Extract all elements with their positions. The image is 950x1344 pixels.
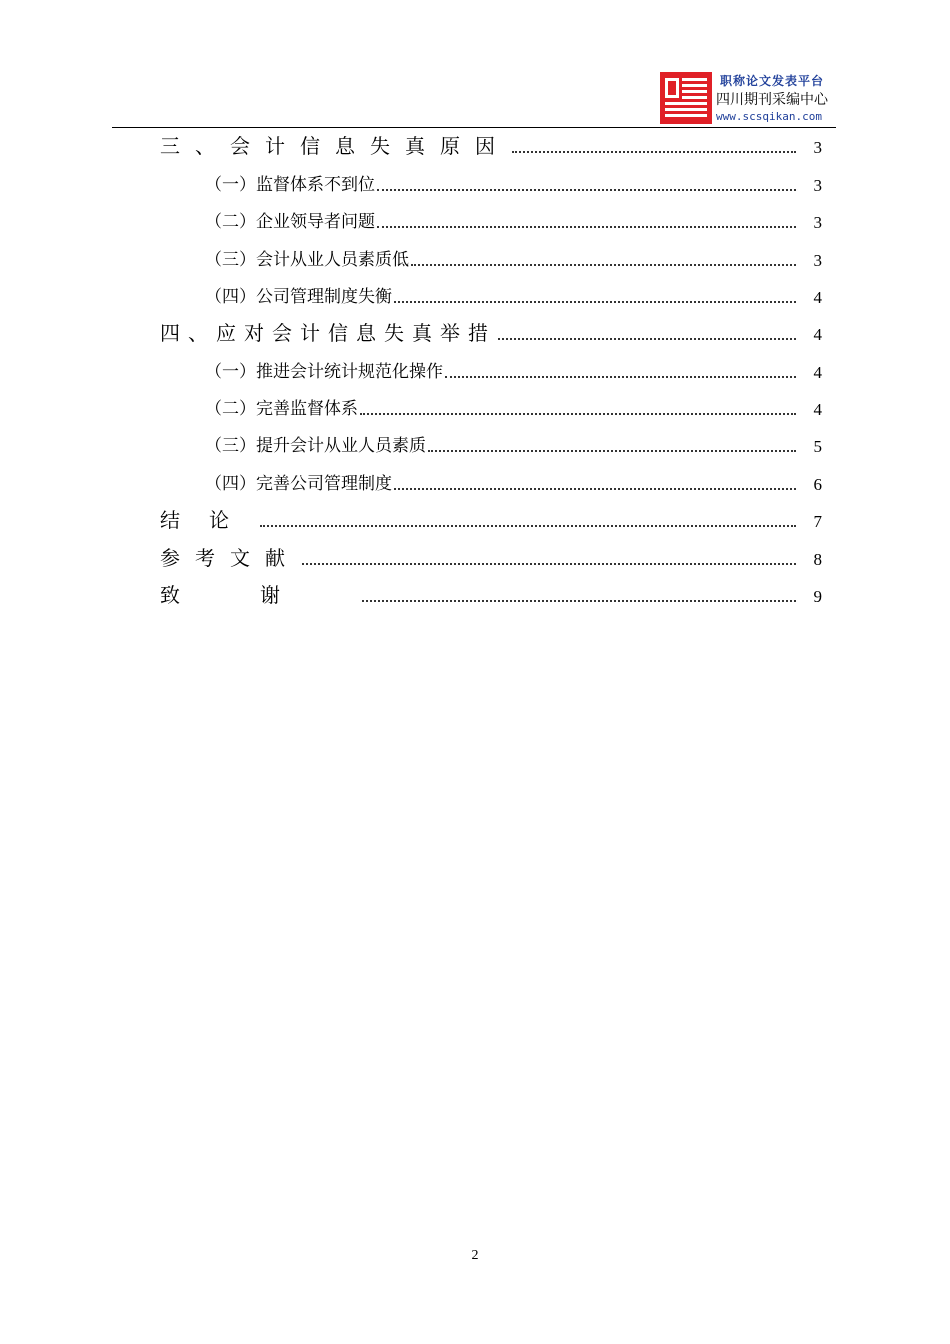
toc-leader-dots <box>428 450 796 452</box>
logo-title: 四川期刊采编中心 <box>716 92 828 108</box>
toc-entry-page: 4 <box>813 400 822 419</box>
toc-entry-page: 7 <box>813 512 822 531</box>
toc-entry-title: 四、应对会计信息失真举措 <box>160 321 496 345</box>
toc-entry-page: 8 <box>813 550 822 569</box>
toc-entry[interactable] <box>160 128 822 158</box>
toc-entry[interactable] <box>205 241 822 271</box>
toc-entry-title: （一）推进会计统计规范化操作 <box>205 362 443 382</box>
toc-entry[interactable] <box>160 502 822 532</box>
toc-entry[interactable] <box>205 427 822 457</box>
toc-entry-page: 6 <box>813 475 822 494</box>
toc-leader-dots <box>377 226 796 228</box>
toc-entry-title: （四）公司管理制度失衡 <box>205 287 392 307</box>
toc-entry-title: 致谢 <box>160 583 360 607</box>
toc-leader-dots <box>498 338 796 340</box>
toc-entry-page: 3 <box>813 176 822 195</box>
toc-entry-page: 4 <box>813 363 822 382</box>
toc-entry-title: （三）会计从业人员素质低 <box>205 250 409 270</box>
toc-entry[interactable] <box>205 353 822 383</box>
toc-leader-dots <box>445 376 796 378</box>
toc-entry-title: （三）提升会计从业人员素质 <box>205 436 426 456</box>
page-number: 2 <box>471 1248 479 1263</box>
toc-entry[interactable] <box>205 465 822 495</box>
toc-entry[interactable] <box>160 577 822 607</box>
toc-entry-title: （一）监督体系不到位 <box>205 175 375 195</box>
newspaper-logo-icon <box>660 72 712 124</box>
toc-entry[interactable] <box>160 315 822 345</box>
toc-leader-dots <box>362 600 796 602</box>
logo-tagline: 职称论文发表平台 <box>720 74 825 88</box>
toc-entry-title: （二）完善监督体系 <box>205 399 358 419</box>
toc-entry[interactable] <box>205 390 822 420</box>
toc-entry[interactable] <box>160 540 822 570</box>
toc-leader-dots <box>394 301 796 303</box>
toc-leader-dots <box>260 525 796 527</box>
toc-entry-title: 三、会计信息失真原因 <box>160 134 510 158</box>
logo-url: www.scsqikan.com <box>716 110 822 123</box>
toc-entry-page: 4 <box>813 288 822 307</box>
toc-entry-title: （二）企业领导者问题 <box>205 212 375 232</box>
toc-entry[interactable] <box>205 203 822 233</box>
toc-entry-title: 结论 <box>160 508 258 532</box>
toc-leader-dots <box>411 264 796 266</box>
toc-entry-page: 4 <box>813 325 822 344</box>
toc-entry-page: 3 <box>813 213 822 232</box>
toc-leader-dots <box>512 151 796 153</box>
toc-entry-page: 3 <box>813 138 822 157</box>
toc-leader-dots <box>360 413 796 415</box>
toc-entry[interactable] <box>205 278 822 308</box>
toc-entry[interactable] <box>205 166 822 196</box>
toc-entry-title: （四）完善公司管理制度 <box>205 474 392 494</box>
toc-entry-page: 5 <box>813 437 822 456</box>
toc-leader-dots <box>302 563 796 565</box>
toc-entry-title: 参考文献 <box>160 546 300 570</box>
toc-leader-dots <box>377 189 796 191</box>
toc-leader-dots <box>394 488 796 490</box>
toc-entry-page: 9 <box>813 587 822 606</box>
toc-entry-page: 3 <box>813 251 822 270</box>
publisher-logo <box>660 72 840 126</box>
